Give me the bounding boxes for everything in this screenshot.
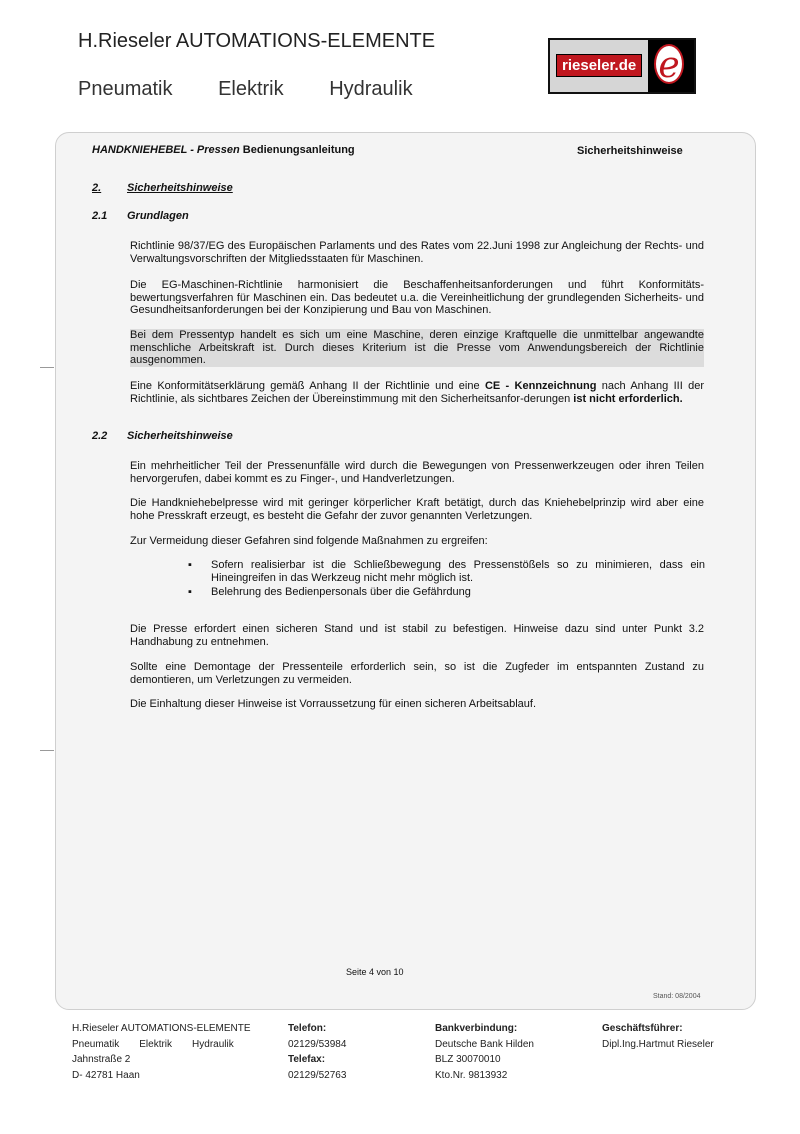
paragraph-massnahmen-intro: Zur Vermeidung dieser Gefahren sind folgende Maßnahmen zu ergreifen: [130,535,488,547]
document-title-italic: HANDKNIEHEBEL - Pressen [92,144,240,156]
footer-contact [288,1021,346,1083]
konformitaet-text-a: Eine Konformitätserklärung gemäß Anhang II der Richtlinie und eine [130,380,485,392]
paragraph-kniehebel: Die Handkniehebelpresse wird mit geringer körperlicher Kraft betätigt, durch das Kniehebelprinzip wird aber eine hohe Presskraft erzeugt, es besteht die Gefahr der zuvor genannten Verletzungen. [130,497,704,522]
list-item [187,586,705,599]
paragraph-highlighted: Bei dem Pressentyp handelt es sich um eine Maschine, deren einzige Kraftquelle die unmittelbar angewandte menschliche Arbeitskraft ist. Durch dieses Kriterium ist die Presse vom Anwendungsbereich der Richtlinie ausgenommen. [130,329,704,366]
footer-division-pneumatik: Pneumatik [72,1038,120,1050]
footer-division-hydraulik: Hydraulik [192,1038,234,1050]
footer-account: Kto.Nr. 9813932 [435,1069,508,1081]
paragraph-unfaelle: Ein mehrheitlicher Teil der Pressenunfälle wird durch die Bewegungen von Pressenwerkzeugen oder ihren Teilen hervorgerufen, dabei kommt es zu Finger-, und Handverletzungen. [130,460,704,485]
footer-blz: BLZ 30070010 [435,1054,501,1065]
paragraph-konformitaet [130,380,704,405]
measures-list [187,559,705,601]
konformitaet-text-c: nach Anhang III der Richtlinie, als sichtbares Zeichen der Übereinstimmung mit den Sicherheitsanfor-derungen [130,380,704,405]
document-header-title [92,144,355,156]
nicht-erforderlich: ist nicht erforderlich. [573,392,683,405]
section-number: 2. [92,182,102,194]
subsection-number: 2.2 [92,430,108,442]
footer-divisions [72,1037,254,1053]
footer-phone: 02129/53984 [288,1038,347,1050]
company-logo [548,38,696,94]
footer-phone-label: Telefon: [288,1023,327,1034]
division-pneumatik: Pneumatik [78,78,173,100]
logo-letter: e [654,44,684,84]
paragraph-richtlinie: Richtlinie 98/37/EG des Europäischen Parlaments und des Rates vom 22.Juni 1998 zur Angleichung der Rechts- und Verwaltungsvorschriften der Mitgliedsstaaten für Maschinen. [130,240,704,265]
section-title: Sicherheitshinweise [127,182,233,194]
footer-bank [435,1021,534,1083]
subsection-title: Grundlagen [127,210,189,222]
company-title: H.Rieseler AUTOMATIONS-ELEMENTE [78,30,436,52]
division-hydraulik: Hydraulik [329,78,413,100]
list-item-text: Belehrung des Bedienpersonals über die Gefährdung [211,586,471,598]
footer-bank-name: Deutsche Bank Hilden [435,1038,534,1050]
footer-ceo-label: Geschäftsführer: [602,1023,683,1034]
list-item [187,559,705,584]
subsection-number: 2.1 [92,210,108,222]
division-elektrik: Elektrik [218,78,284,100]
footer-address [72,1021,254,1083]
ce-kennzeichnung: CE - Kennzeichnung [484,380,597,392]
paragraph-demontage: Sollte eine Demontage der Pressenteile erforderlich sein, so ist die Zugfeder im entspannten Zustand zu demontieren, um Verletzungen zu vermeiden. [130,661,704,686]
footer-ceo: Dipl.Ing.Hartmut Rieseler [602,1038,714,1050]
document-header-section: Sicherheitshinweise [577,145,683,157]
stand-date: Stand: 08/2004 [653,993,701,1000]
margin-mark-top [40,367,54,368]
footer-division-elektrik: Elektrik [139,1038,173,1050]
logo-e-icon [648,40,694,92]
bullet-icon: ▪ [188,586,192,598]
footer-fax: 02129/52763 [288,1069,347,1081]
page-number: Seite 4 von 10 [346,967,404,977]
division-list [78,78,453,101]
footer-company: H.Rieseler AUTOMATIONS-ELEMENTE [72,1023,251,1034]
paragraph-stand: Die Presse erfordert einen sicheren Stand und ist stabil zu befestigen. Hinweise dazu sind unter Punkt 3.2 Handhabung zu entnehmen. [130,623,704,648]
footer-street: Jahnstraße 2 [72,1054,131,1065]
margin-mark-bottom [40,750,54,751]
bullet-icon: ▪ [188,559,192,571]
footer-bank-label: Bankverbindung: [435,1023,518,1034]
footer-management [602,1021,714,1052]
logo-text: rieseler.de [556,54,642,77]
subsection-title: Sicherheitshinweise [127,430,233,442]
document-title-rest: Bedienungsanleitung [242,144,355,156]
footer-fax-label: Telefax: [288,1054,326,1065]
footer-city: D- 42781 Haan [72,1069,140,1081]
paragraph-eg-richtlinie: Die EG-Maschinen-Richtlinie harmonisiert die Beschaffenheitsanforderungen und führt Konformitäts-bewertungsverfahren für Maschinen ein. Das bedeutet u.a. die Vereinheitlichung der grundlegenden Sicherheits- und Gesundheitsanforderungen bei der Konzipierung und Bau von Maschinen. [130,279,704,316]
paragraph-einhaltung: Die Einhaltung dieser Hinweise ist Vorraussetzung für einen sicheren Arbeitsablauf. [130,698,537,710]
list-item-text: Sofern realisierbar ist die Schließbewegung des Pressenstößels so zu minimieren, dass ein Hineingreifen in das Werkzeug nicht mehr möglich ist. [211,559,705,584]
